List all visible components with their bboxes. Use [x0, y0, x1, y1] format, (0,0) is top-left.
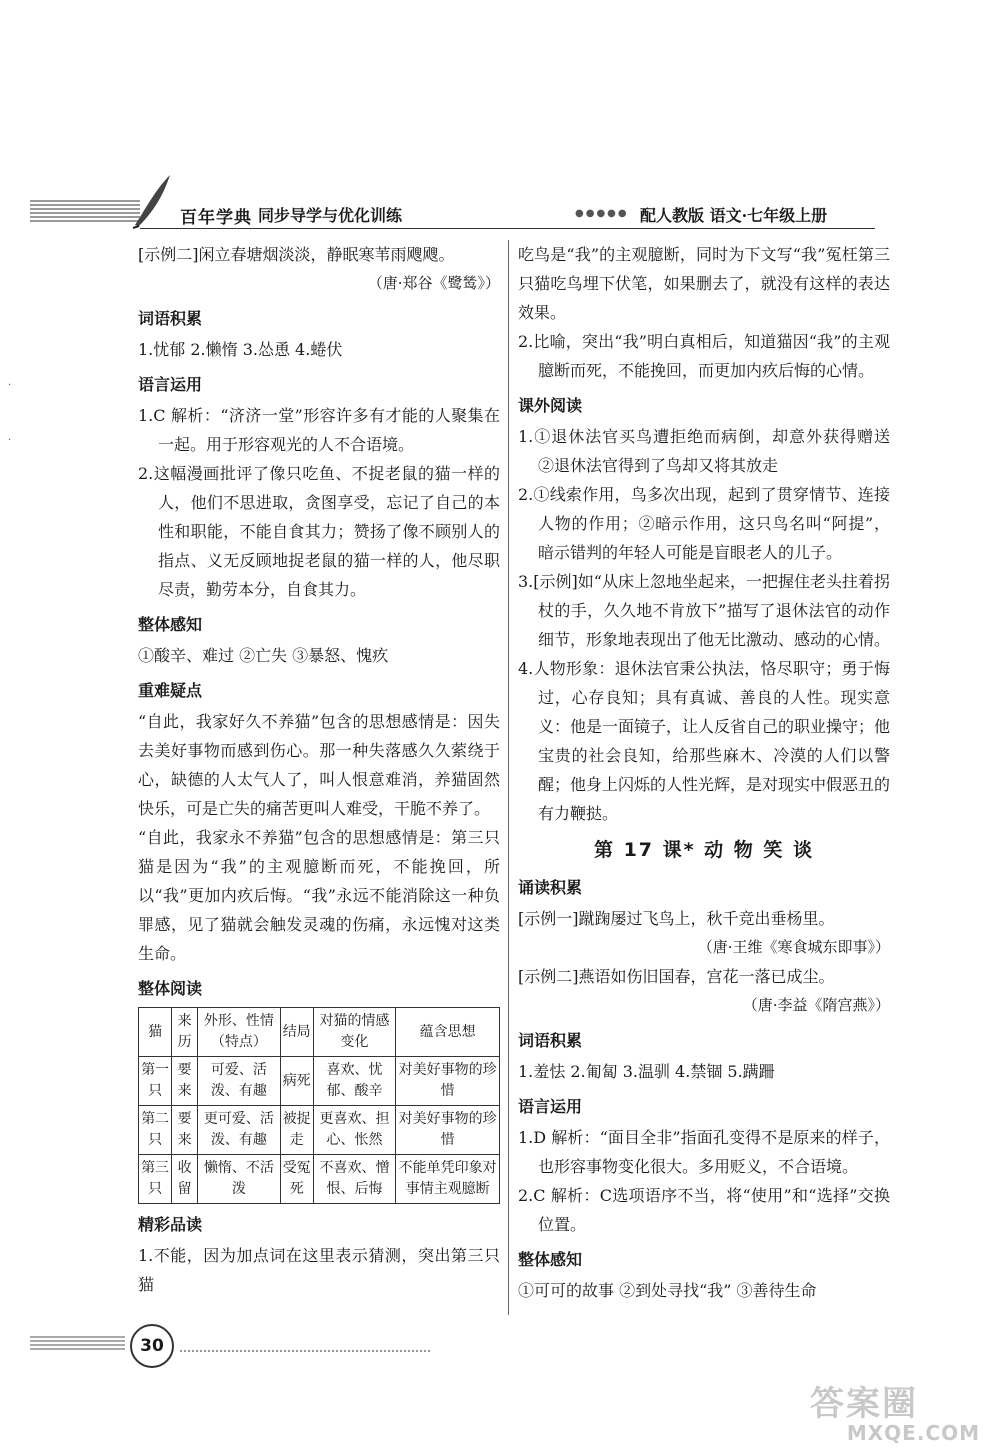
page-header — [30, 170, 870, 240]
table-row — [139, 1155, 500, 1204]
table-cell: 要来 — [172, 1057, 198, 1106]
table-header-cell: 猫 — [139, 1008, 172, 1057]
watermark-text: 答案圈 — [810, 1384, 918, 1424]
reading-table — [138, 1007, 500, 1204]
recite-example-1: [示例一]蹴踘屡过飞鸟上，秋千竞出垂杨里。 — [518, 909, 835, 928]
table-cell: 受冤死 — [280, 1155, 313, 1204]
table-cell: 收留 — [172, 1155, 198, 1204]
table-cell: 喜欢、忧郁、酸辛 — [313, 1057, 395, 1106]
fine-answer-1: 1.不能，因为加点词在这里表示猜测，突出第三只猫 — [138, 1246, 500, 1294]
table-cell: 对美好事物的珍惜 — [396, 1057, 500, 1106]
table-header-cell: 来历 — [172, 1008, 198, 1057]
column-divider — [508, 240, 509, 1315]
extra-answer-4: 4.人物形象：退休法官秉公执法，恪尽职守；勇于悔过，心存良知；具有真诚、善良的人性。现实意义：他是一面镜子，让人反省自己的职业操守；他宝贵的社会良知，给那些麻木、冷漠的人们以警醒；他身上闪烁的人性光辉，是对现实中假恶丑的有力鞭挞。 — [518, 659, 891, 823]
page-number: 30 — [130, 1324, 174, 1368]
section-heading-whole-2: 整体感知 — [518, 1250, 583, 1269]
table-cell: 懒惰、不活泼 — [198, 1155, 280, 1204]
table-row — [139, 1057, 500, 1106]
table-cell: 病死 — [280, 1057, 313, 1106]
section-heading-whole: 整体感知 — [138, 615, 203, 634]
section-heading-reading: 整体阅读 — [138, 979, 203, 998]
key-paragraph-1: “自此，我家好久不养猫”包含的思想感情是：因失去美好事物而感到伤心。那一种失落感久久萦绕于心，缺德的人太气人了，叫人恨意难消，养猫固然快乐，可是亡失的痛苦更叫人难受，干脆不养了。 — [138, 712, 500, 818]
brand-title: 百年学典 — [180, 208, 252, 228]
language-answer-2: 2.这幅漫画批评了像只吃鱼、不捉老鼠的猫一样的人，他们不思进取，贪图享受，忘记了自己的本性和职能，不能自食其力；赞扬了像不顾别人的指点、义无反顾地捉老鼠的猫一样的人，他尽职尽责，勤劳本分，自食其力。 — [138, 464, 500, 599]
table-cell: 更可爱、活泼、有趣 — [198, 1106, 280, 1155]
footer-stripes — [30, 1336, 125, 1350]
vocab-answers: 1.忧郁 2.懒惰 3.怂恿 4.蜷伏 — [138, 340, 343, 359]
right-column — [518, 240, 890, 1305]
language-2-answer-2: 2.C 解析：C选项语序不当，将“使用”和“选择”交换位置。 — [518, 1186, 890, 1234]
table-cell: 第二只 — [139, 1106, 172, 1155]
section-heading-vocab-2: 词语积累 — [518, 1031, 583, 1050]
key-paragraph-2: “自此，我家永不养猫”包含的思想感情是：第三只猫是因为“我”的主观臆断而死，不能挽回，所以“我”更加内疚后悔。“我”永远不能消除这一种负罪感，见了猫就会触发灵魂的伤痛，永远愧对这类生命。 — [138, 828, 500, 963]
section-heading-recite: 诵读积累 — [518, 878, 583, 897]
fine-answer-2: 2.比喻，突出“我”明白真相后，知道猫因“我”的主观臆断而死，不能挽回，而更加内疚后悔的心情。 — [518, 332, 890, 380]
page-footer — [30, 1320, 530, 1380]
whole-answers-2: ①可可的故事 ②到处寻找“我” ③善待生命 — [518, 1281, 817, 1300]
left-column — [138, 240, 500, 1299]
whole-answers: ①酸辛、难过 ②亡失 ③暴怒、愧疚 — [138, 646, 389, 665]
header-stripes — [30, 200, 140, 222]
table-header-cell: 外形、性情（特点） — [198, 1008, 280, 1057]
scan-specks: · · — [8, 380, 12, 446]
table-cell: 更喜欢、担心、怅然 — [313, 1106, 395, 1155]
extra-answer-1: 1.①退休法官买鸟遭拒绝而病倒，却意外获得赠送 ②退休法官得到了鸟却又将其放走 — [518, 427, 890, 475]
extra-answer-2: 2.①线索作用，鸟多次出现，起到了贯穿情节、连接人物的作用；②暗示作用，这只鸟名叫“阿提”，暗示错判的年轻人可能是盲眼老人的儿子。 — [518, 485, 890, 562]
recite-example-2-source: （唐·李益《隋宫燕》） — [742, 996, 890, 1014]
fine-answer-1-cont: 吃鸟是“我”的主观臆断，同时为下文写“我”冤枉第三只猫吃鸟埋下伏笔，如果删去了，就没有这样的表达效果。 — [518, 245, 890, 322]
example-two-source: （唐·郑谷《鹭鸶》） — [367, 274, 500, 292]
section-heading-fine: 精彩品读 — [138, 1215, 203, 1234]
recite-example-2: [示例二]燕语如伤旧国春，宫花一落已成尘。 — [518, 967, 835, 986]
series-subtitle: 同步导学与优化训练 — [258, 206, 403, 225]
quill-icon — [125, 170, 185, 230]
footer-dotted-line — [180, 1350, 430, 1352]
table-header-cell: 蕴含思想 — [396, 1008, 500, 1057]
watermark-logo — [810, 1385, 990, 1445]
language-answer-1: 1.C 解析：“济济一堂”形容许多有才能的人聚集在一起。用于形容观光的人不合语境。 — [138, 406, 500, 454]
table-cell: 第一只 — [139, 1057, 172, 1106]
table-row — [139, 1106, 500, 1155]
section-heading-vocab: 词语积累 — [138, 309, 203, 328]
section-heading-extra: 课外阅读 — [518, 396, 583, 415]
extra-answer-3: 3.[示例]如“从床上忽地坐起来，一把握住老头拄着拐杖的手，久久地不肯放下”描写了退休法官的动作细节，形象地表现出了他无比激动、感动的心情。 — [518, 572, 891, 649]
lesson-title: 第 17 课* 动 物 笑 谈 — [593, 839, 815, 861]
watermark-url: MXQE.COM — [846, 1421, 980, 1445]
header-rule — [140, 228, 875, 229]
table-cell: 不喜欢、憎恨、后悔 — [313, 1155, 395, 1204]
table-cell: 要来 — [172, 1106, 198, 1155]
header-dots: ●●●●● — [575, 208, 629, 219]
section-heading-language-2: 语言运用 — [518, 1097, 583, 1116]
edition-label: 配人教版 语文·七年级上册 — [640, 206, 828, 225]
section-heading-key: 重难疑点 — [138, 681, 203, 700]
table-cell: 不能单凭印象对事情主观臆断 — [396, 1155, 500, 1204]
example-two: [示例二]闲立春塘烟淡淡，静眠寒苇雨飕飕。 — [138, 245, 455, 264]
table-cell: 被捉走 — [280, 1106, 313, 1155]
table-cell: 对美好事物的珍惜 — [396, 1106, 500, 1155]
table-header-cell: 结局 — [280, 1008, 313, 1057]
table-cell: 第三只 — [139, 1155, 172, 1204]
language-2-answer-1: 1.D 解析：“面目全非”指面孔变得不是原来的样子，也形容事物变化很大。多用贬义，不合语境。 — [518, 1128, 890, 1176]
table-header-row — [139, 1008, 500, 1057]
vocab-answers-2: 1.羞怯 2.匍匐 3.温驯 4.禁锢 5.蹒跚 — [518, 1062, 775, 1081]
section-heading-language: 语言运用 — [138, 375, 203, 394]
recite-example-1-source: （唐·王维《寒食城东即事》） — [697, 938, 890, 956]
table-header-cell: 对猫的情感变化 — [313, 1008, 395, 1057]
table-cell: 可爱、活泼、有趣 — [198, 1057, 280, 1106]
